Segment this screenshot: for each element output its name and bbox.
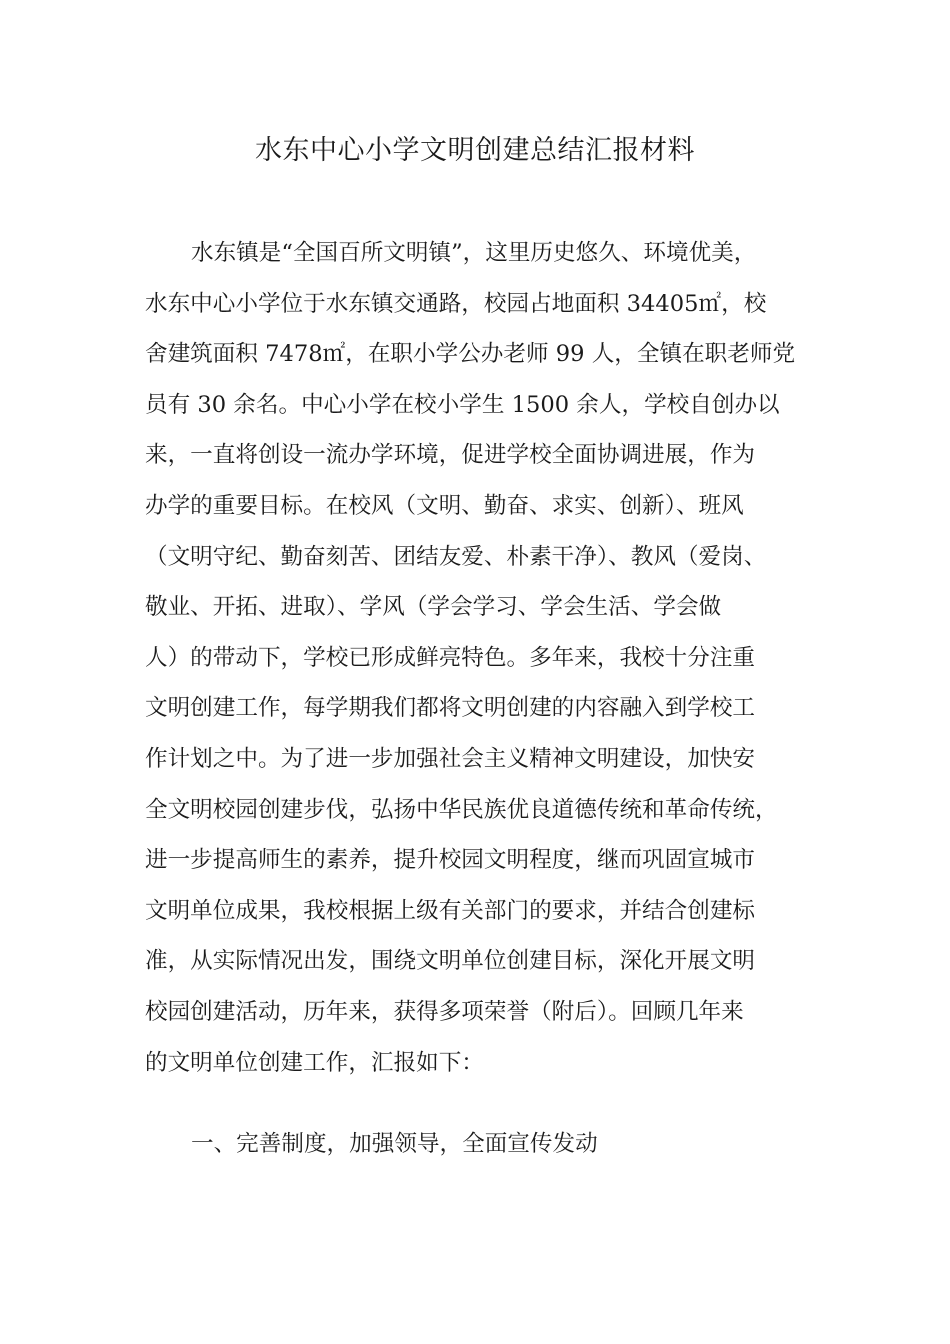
paragraph-line: 舍建筑面积 7478㎡，在职小学公办老师 99 人，全镇在职老师党 <box>145 341 796 368</box>
paragraph-line: 水东镇是“全国百所文明镇”，这里历史悠久、环境优美， <box>191 240 757 266</box>
paragraph-line: 文明创建工作，每学期我们都将文明创建的内容融入到学校工 <box>145 695 756 722</box>
paragraph-line: 人）的带动下，学校已形成鲜亮特色。多年来，我校十分注重 <box>145 644 756 671</box>
paragraph-line: 准，从实际情况出发，围绕文明单位创建目标，深化开展文明 <box>145 948 756 975</box>
paragraph-line: 全文明校园创建步伐，弘扬中华民族优良道德传统和革命传统， <box>145 796 778 823</box>
paragraph-line: 水东中心小学位于水东镇交通路，校园占地面积 34405㎡，校 <box>145 290 767 317</box>
paragraph-line: 作计划之中。为了进一步加强社会主义精神文明建设，加快安 <box>145 745 756 772</box>
intro-paragraph <box>145 228 815 1088</box>
paragraph-line: 的文明单位创建工作，汇报如下： <box>145 1049 484 1076</box>
paragraph-line: 来，一直将创设一流办学环境，促进学校全面协调进展，作为 <box>145 442 756 469</box>
document-title: 水东中心小学文明创建总结汇报材料 <box>255 135 695 166</box>
paragraph-line: 办学的重要目标。在校风（文明、勤奋、求实、创新）、班风 <box>145 492 744 519</box>
section-heading: 一、完善制度，加强领导，全面宣传发动 <box>191 1131 598 1157</box>
paragraph-line: 员有 30 余名。中心小学在校小学生 1500 余人，学校自创办以 <box>145 391 780 418</box>
paragraph-line: 校园创建活动，历年来，获得多项荣誉（附后）。回顾几年来 <box>145 998 744 1025</box>
paragraph-line: （文明守纪、勤奋刻苦、团结友爱、朴素干净）、教风（爱岗、 <box>145 543 767 570</box>
paragraph-line: 进一步提高师生的素养，提升校园文明程度，继而巩固宣城市 <box>145 847 756 874</box>
paragraph-line: 文明单位成果，我校根据上级有关部门的要求，并结合创建标 <box>145 897 756 924</box>
paragraph-line: 敬业、开拓、进取）、学风（学会学习、学会生活、学会做 <box>145 594 722 621</box>
